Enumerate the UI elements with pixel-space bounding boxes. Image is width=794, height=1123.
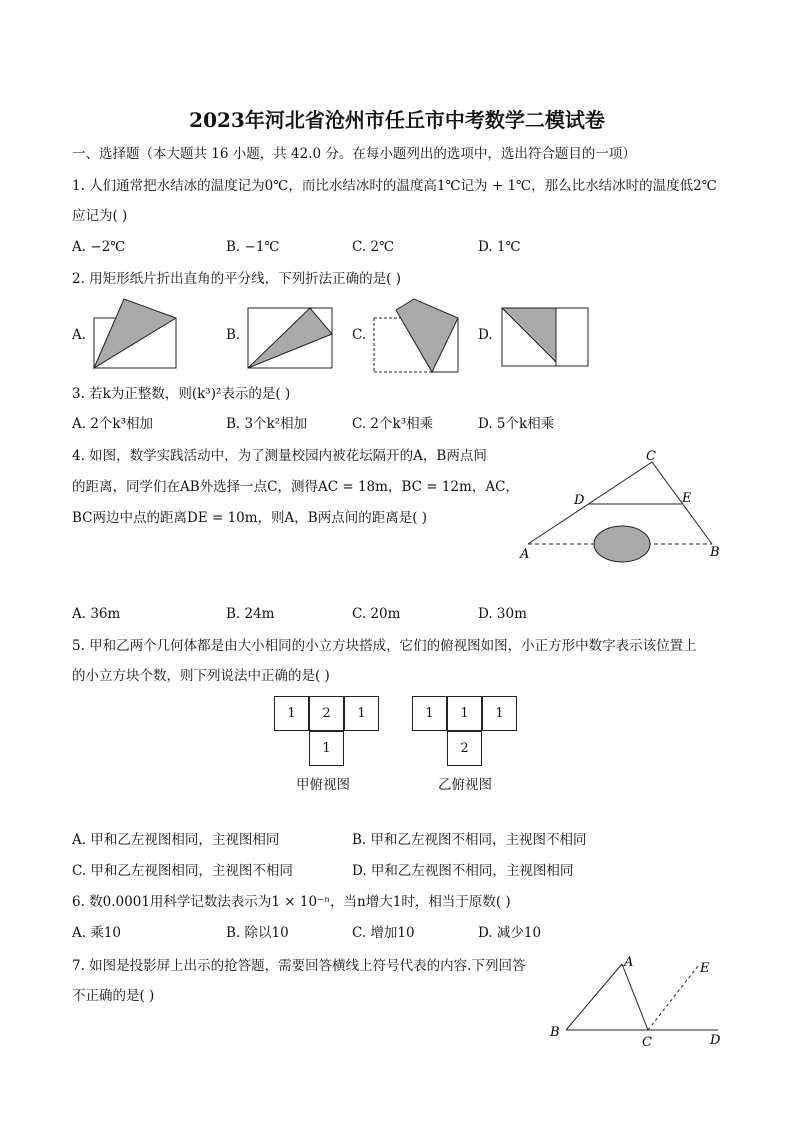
q4-label-a: A (520, 547, 530, 562)
q2-label-c: C. (352, 327, 367, 343)
q1-option-a: A. −2℃ (72, 239, 126, 255)
q5-yi-cell: 1 (482, 696, 517, 731)
q2-label-b: B. (226, 327, 241, 343)
q3-option-a: A. 2个k³相加 (72, 416, 154, 432)
section-heading: 一、选择题（本大题共 16 小题，共 42.0 分。在每小题列出的选项中，选出符合题目的一项） (72, 146, 636, 162)
q3-option-d: D. 5个k相乘 (478, 416, 555, 432)
q4-option-c: C. 20m (352, 606, 401, 622)
q7-label-b: B (550, 1025, 560, 1040)
q6-option-a: A. 乘10 (72, 925, 122, 941)
q7-angle-figure (546, 952, 726, 1050)
q7-line1: 7. 如图是投影屏上出示的抢答题，需要回答横线上符号代表的内容.下列回答 (72, 958, 526, 974)
q2-figure-b (244, 304, 336, 374)
q5-option-d: D. 甲和乙左视图不相同，主视图相同 (352, 863, 574, 879)
q4-line2: 的距离，同学们在AB外选择一点C，测得AC = 18m，BC = 12m，AC， (72, 479, 519, 495)
q5-line1: 5. 甲和乙两个几何体都是由大小相同的小立方块搭成，它们的俯视图如图，小正方形中数字表示该位置上 (72, 638, 697, 654)
q7-label-e: E (700, 961, 710, 976)
q5-jia-cell: 1 (274, 696, 309, 731)
q1-option-c: C. 2℃ (352, 239, 395, 255)
q1-option-b: B. −1℃ (226, 239, 280, 255)
q5-option-a: A. 甲和乙左视图相同，主视图相同 (72, 832, 280, 848)
q5-jia-cell: 2 (309, 696, 344, 731)
q7-label-d: D (710, 1033, 721, 1048)
q2-label-a: A. (72, 327, 87, 343)
q4-label-b: B (710, 545, 720, 560)
q7-line2: 不正确的是( ) (72, 988, 155, 1004)
q6-option-b: B. 除以10 (226, 925, 289, 941)
q7-label-a: A (624, 955, 634, 970)
q2-figure-a (90, 296, 182, 376)
q5-yi-cell: 2 (447, 731, 482, 766)
q5-yi-caption: 乙俯视图 (438, 777, 492, 793)
q2-figure-d (498, 304, 594, 370)
q2-text: 2. 用矩形纸片折出直角的平分线，下列折法正确的是( ) (72, 271, 401, 287)
q4-label-d: D (574, 493, 585, 508)
q5-option-c: C. 甲和乙左视图相同，主视图不相同 (72, 863, 293, 879)
q4-option-d: D. 30m (478, 606, 527, 622)
q3-option-c: C. 2个k³相乘 (352, 416, 434, 432)
q1-option-d: D. 1℃ (478, 239, 521, 255)
q1-line2: 应记为( ) (72, 208, 128, 224)
q6-option-c: C. 增加10 (352, 925, 415, 941)
q4-triangle-figure (516, 444, 726, 566)
q7-label-c: C (642, 1035, 652, 1050)
q5-option-b: B. 甲和乙左视图不相同，主视图不相同 (352, 832, 587, 848)
q4-option-b: B. 24m (226, 606, 275, 622)
q2-label-d: D. (478, 327, 493, 343)
q5-yi-cell: 1 (447, 696, 482, 731)
q6-text: 6. 数0.0001用科学记数法表示为1 × 10⁻ⁿ，当n增大1时，相当于原数( ) (72, 894, 511, 910)
q5-jia-cell: 1 (309, 731, 344, 766)
q4-line1: 4. 如图，数学实践活动中，为了测量校园内被花坛隔开的A，B两点间 (72, 448, 487, 464)
q4-label-c: C (646, 449, 656, 464)
q1-line1: 1. 人们通常把水结冰的温度记为0℃，而比水结冰时的温度高1℃记为 + 1℃，那么比水结冰时的温度低2℃ (72, 178, 717, 194)
q2-figure-c (370, 296, 462, 376)
q5-yi-cell: 1 (412, 696, 447, 731)
q3-text: 3. 若k为正整数，则(k³)²表示的是( ) (72, 386, 291, 402)
q4-line3: BC两边中点的距离DE = 10m，则A，B两点间的距离是( ) (72, 510, 428, 526)
q6-option-d: D. 减少10 (478, 925, 542, 941)
q5-jia-cell: 1 (344, 696, 379, 731)
q5-line2: 的小立方块个数，则下列说法中正确的是( ) (72, 668, 330, 684)
q3-option-b: B. 3个k²相加 (226, 416, 308, 432)
page-title: 2023年河北省沧州市任丘市中考数学二模试卷 (189, 108, 605, 132)
q4-option-a: A. 36m (72, 606, 121, 622)
q5-jia-caption: 甲俯视图 (296, 777, 350, 793)
q4-label-e: E (682, 491, 692, 506)
